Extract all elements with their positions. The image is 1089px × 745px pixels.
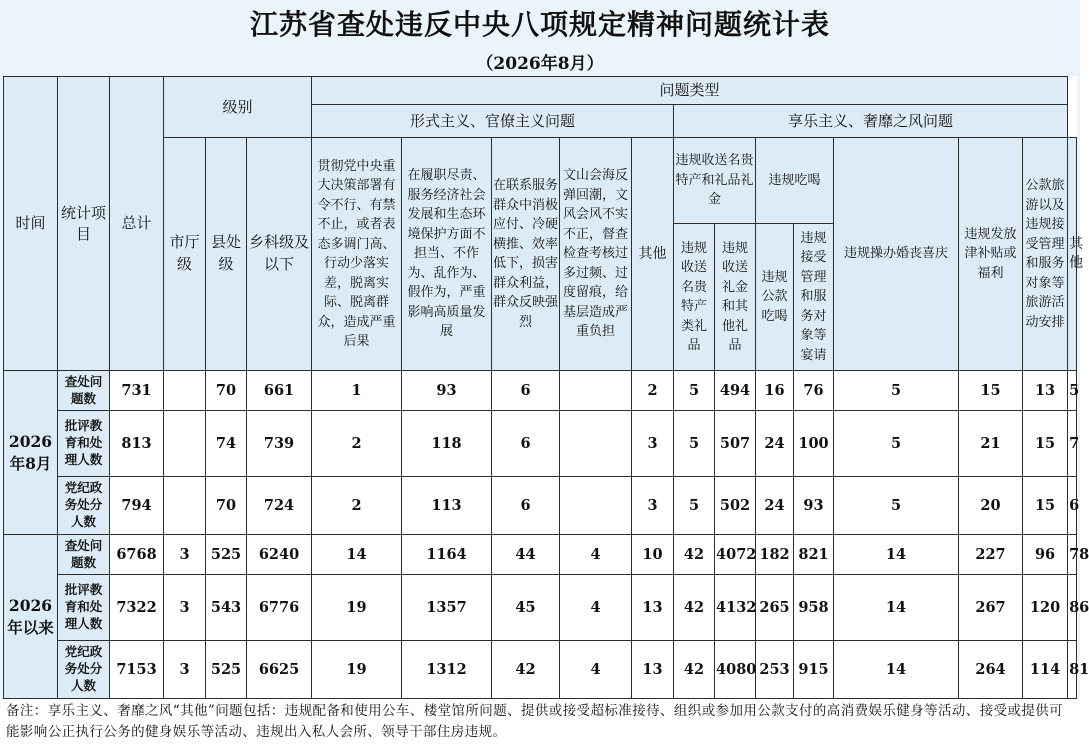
cell-city bbox=[164, 371, 206, 411]
header-formalism-decisions: 贯彻党中央重大决策部署有令不行、有禁不止，或者表态多调门高、行动少落实差，脱离实际、脱离群众，造成严重后果 bbox=[312, 138, 402, 371]
cell-f3: 44 bbox=[492, 535, 560, 575]
period-label: 2026年以来 bbox=[4, 535, 58, 699]
header-hedonism: 享乐主义、奢靡之风问题 bbox=[674, 105, 1068, 138]
cell-gifts-b: 507 bbox=[715, 411, 756, 477]
table-row bbox=[4, 477, 1077, 535]
row-label: 党纪政务处分人数 bbox=[58, 641, 110, 699]
header-hedonism-other: 其他 bbox=[1068, 138, 1077, 371]
cell-eating-a: 24 bbox=[756, 477, 794, 535]
cell-f4 bbox=[560, 371, 632, 411]
cell-gifts-b: 4072 bbox=[715, 535, 756, 575]
cell-weddings: 14 bbox=[834, 575, 959, 641]
cell-eating-b: 100 bbox=[794, 411, 834, 477]
cell-travel: 15 bbox=[1023, 477, 1068, 535]
header-formalism-other: 其他 bbox=[632, 138, 674, 371]
header-level-county: 县处级 bbox=[206, 138, 247, 371]
cell-total: 7322 bbox=[110, 575, 164, 641]
cell-f4: 4 bbox=[560, 535, 632, 575]
cell-gifts-b: 502 bbox=[715, 477, 756, 535]
cell-f2: 113 bbox=[402, 477, 492, 535]
table-row bbox=[4, 371, 1077, 411]
header-eating-banquets: 违规接受管理和服务对象等宴请 bbox=[794, 224, 834, 371]
cell-gifts-a: 5 bbox=[674, 411, 715, 477]
cell-h-other: 78 bbox=[1068, 535, 1077, 575]
footnote: 备注：享乐主义、奢靡之风“其他”问题包括：违规配备和使用公车、楼堂馆所问题、提供或接受超标准接待、组织或参加用公款支付的高消费娱乐健身等活动、接受或提供可能影响公正执行公务的健身娱乐等活动、违规出入私人会所、领导干部住房违规。 bbox=[0, 699, 1080, 745]
header-level-city: 市厅级 bbox=[164, 138, 206, 371]
cell-allowance: 227 bbox=[959, 535, 1023, 575]
cell-eating-a: 182 bbox=[756, 535, 794, 575]
page-title: 江苏省查处违反中央八项规定精神问题统计表 bbox=[249, 8, 830, 41]
cell-h-other: 86 bbox=[1068, 575, 1077, 641]
cell-weddings: 5 bbox=[834, 411, 959, 477]
cell-f3: 42 bbox=[492, 641, 560, 699]
statistics-table bbox=[3, 76, 1089, 699]
header-problem-type: 问题类型 bbox=[312, 77, 1068, 105]
cell-f2: 93 bbox=[402, 371, 492, 411]
cell-allowance: 15 bbox=[959, 371, 1023, 411]
cell-f3: 6 bbox=[492, 411, 560, 477]
table-row bbox=[4, 575, 1077, 641]
header-allowance: 违规发放津补贴或福利 bbox=[959, 138, 1023, 371]
cell-weddings: 5 bbox=[834, 371, 959, 411]
cell-total: 6768 bbox=[110, 535, 164, 575]
cell-f-other: 3 bbox=[632, 477, 674, 535]
cell-gifts-b: 4080 bbox=[715, 641, 756, 699]
cell-f1: 19 bbox=[312, 641, 402, 699]
row-label: 批评教育和处理人数 bbox=[58, 411, 110, 477]
cell-county: 70 bbox=[206, 477, 247, 535]
cell-f4: 4 bbox=[560, 575, 632, 641]
cell-gifts-b: 494 bbox=[715, 371, 756, 411]
cell-h-other: 7 bbox=[1068, 411, 1077, 477]
cell-eating-a: 16 bbox=[756, 371, 794, 411]
cell-city bbox=[164, 477, 206, 535]
cell-f-other: 13 bbox=[632, 575, 674, 641]
header-time: 时间 bbox=[4, 77, 58, 371]
row-label: 查处问题数 bbox=[58, 371, 110, 411]
cell-f4: 4 bbox=[560, 641, 632, 699]
cell-allowance: 267 bbox=[959, 575, 1023, 641]
cell-f1: 2 bbox=[312, 411, 402, 477]
cell-f1: 1 bbox=[312, 371, 402, 411]
cell-travel: 114 bbox=[1023, 641, 1068, 699]
cell-city: 3 bbox=[164, 575, 206, 641]
cell-travel: 15 bbox=[1023, 411, 1068, 477]
cell-f4 bbox=[560, 411, 632, 477]
cell-township: 6776 bbox=[247, 575, 312, 641]
cell-county: 74 bbox=[206, 411, 247, 477]
cell-f4 bbox=[560, 477, 632, 535]
cell-gifts-a: 5 bbox=[674, 371, 715, 411]
cell-allowance: 21 bbox=[959, 411, 1023, 477]
header-formalism-service: 在联系服务群众中消极应付、冷硬横推、效率低下，损害群众利益，群众反映强烈 bbox=[492, 138, 560, 371]
cell-county: 525 bbox=[206, 535, 247, 575]
cell-f2: 118 bbox=[402, 411, 492, 477]
header-total: 总计 bbox=[110, 77, 164, 371]
header-travel: 公款旅游以及违规接受管理和服务对象等旅游活动安排 bbox=[1023, 138, 1068, 371]
header-level-township: 乡科级及以下 bbox=[247, 138, 312, 371]
header-item: 统计项目 bbox=[58, 77, 110, 371]
cell-gifts-a: 42 bbox=[674, 575, 715, 641]
cell-eating-b: 93 bbox=[794, 477, 834, 535]
cell-f-other: 10 bbox=[632, 535, 674, 575]
header-formalism-meetings: 文山会海反弹回潮，文风会风不实不正，督查检查考核过多过频、过度留痕，给基层造成严重负担 bbox=[560, 138, 632, 371]
cell-township: 6625 bbox=[247, 641, 312, 699]
cell-weddings: 14 bbox=[834, 535, 959, 575]
cell-allowance: 264 bbox=[959, 641, 1023, 699]
cell-city bbox=[164, 411, 206, 477]
header-level: 级别 bbox=[164, 77, 312, 138]
cell-township: 661 bbox=[247, 371, 312, 411]
cell-gifts-a: 5 bbox=[674, 477, 715, 535]
cell-f1: 19 bbox=[312, 575, 402, 641]
row-label: 查处问题数 bbox=[58, 535, 110, 575]
cell-gifts-b: 4132 bbox=[715, 575, 756, 641]
cell-h-other: 6 bbox=[1068, 477, 1077, 535]
cell-f3: 45 bbox=[492, 575, 560, 641]
cell-eating-a: 265 bbox=[756, 575, 794, 641]
cell-f1: 2 bbox=[312, 477, 402, 535]
header-gifts: 违规收送名贵特产和礼品礼金 bbox=[674, 138, 756, 224]
cell-county: 543 bbox=[206, 575, 247, 641]
cell-f2: 1312 bbox=[402, 641, 492, 699]
cell-f-other: 2 bbox=[632, 371, 674, 411]
cell-township: 724 bbox=[247, 477, 312, 535]
cell-gifts-a: 42 bbox=[674, 535, 715, 575]
cell-county: 525 bbox=[206, 641, 247, 699]
cell-f3: 6 bbox=[492, 477, 560, 535]
header-eating-public-funds: 违规公款吃喝 bbox=[756, 224, 794, 371]
cell-weddings: 5 bbox=[834, 477, 959, 535]
cell-h-other: 5 bbox=[1068, 371, 1077, 411]
header-formalism: 形式主义、官僚主义问题 bbox=[312, 105, 674, 138]
cell-eating-b: 915 bbox=[794, 641, 834, 699]
cell-eating-b: 821 bbox=[794, 535, 834, 575]
cell-city: 3 bbox=[164, 641, 206, 699]
row-label: 批评教育和处理人数 bbox=[58, 575, 110, 641]
table-row bbox=[4, 535, 1077, 575]
cell-total: 794 bbox=[110, 477, 164, 535]
header-gifts-specialty: 违规收送名贵特产类礼品 bbox=[674, 224, 715, 371]
cell-gifts-a: 42 bbox=[674, 641, 715, 699]
cell-total: 813 bbox=[110, 411, 164, 477]
cell-f2: 1357 bbox=[402, 575, 492, 641]
header-eating: 违规吃喝 bbox=[756, 138, 834, 224]
cell-total: 731 bbox=[110, 371, 164, 411]
cell-f3: 6 bbox=[492, 371, 560, 411]
header-gifts-cash: 违规收送礼金和其他礼品 bbox=[715, 224, 756, 371]
header-weddings: 违规操办婚丧喜庆 bbox=[834, 138, 959, 371]
cell-travel: 120 bbox=[1023, 575, 1068, 641]
cell-f-other: 3 bbox=[632, 411, 674, 477]
cell-eating-b: 958 bbox=[794, 575, 834, 641]
cell-allowance: 20 bbox=[959, 477, 1023, 535]
cell-township: 6240 bbox=[247, 535, 312, 575]
cell-township: 739 bbox=[247, 411, 312, 477]
table-row bbox=[4, 641, 1077, 699]
header-formalism-duty: 在履职尽责、服务经济社会发展和生态环境保护方面不担当、不作为、乱作为、假作为，严重影响高质量发展 bbox=[402, 138, 492, 371]
cell-eating-b: 76 bbox=[794, 371, 834, 411]
cell-f2: 1164 bbox=[402, 535, 492, 575]
table-row bbox=[4, 411, 1077, 477]
cell-f-other: 13 bbox=[632, 641, 674, 699]
cell-travel: 13 bbox=[1023, 371, 1068, 411]
cell-eating-a: 24 bbox=[756, 411, 794, 477]
cell-county: 70 bbox=[206, 371, 247, 411]
cell-h-other: 81 bbox=[1068, 641, 1077, 699]
row-label: 党纪政务处分人数 bbox=[58, 477, 110, 535]
cell-f1: 14 bbox=[312, 535, 402, 575]
cell-travel: 96 bbox=[1023, 535, 1068, 575]
page-subtitle: （2026年8月） bbox=[476, 53, 604, 74]
cell-weddings: 14 bbox=[834, 641, 959, 699]
cell-city: 3 bbox=[164, 535, 206, 575]
period-label: 2026年8月 bbox=[4, 371, 58, 535]
cell-eating-a: 253 bbox=[756, 641, 794, 699]
cell-total: 7153 bbox=[110, 641, 164, 699]
